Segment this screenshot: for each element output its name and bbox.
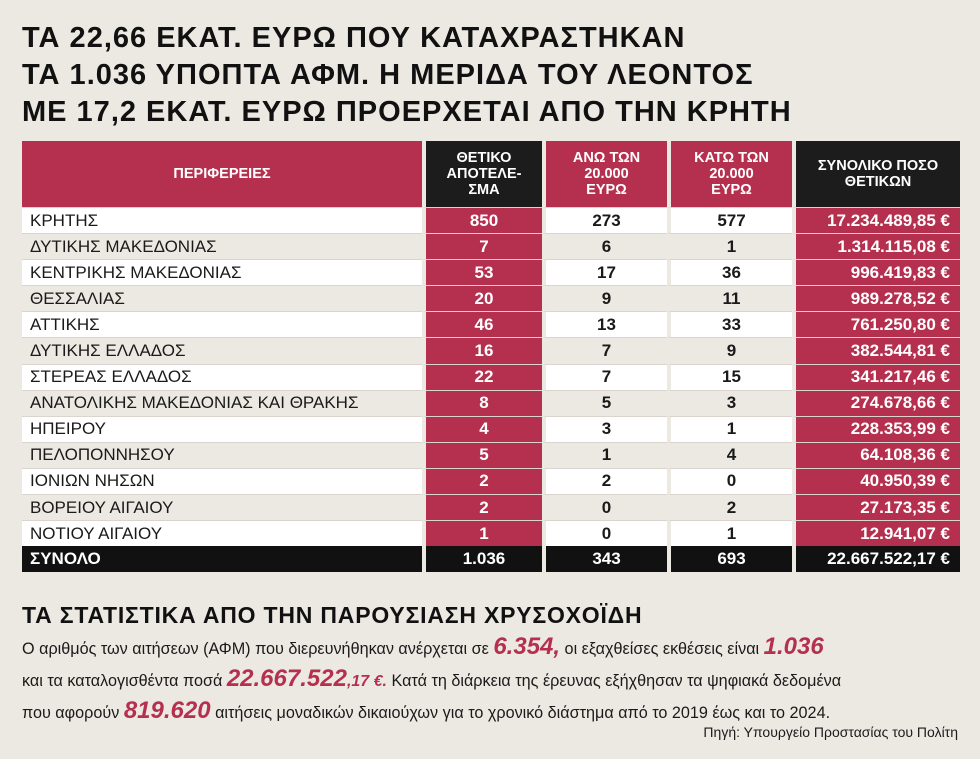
below-cell: 1	[667, 520, 792, 546]
positive-cell: 7	[422, 233, 542, 259]
table-row	[22, 285, 960, 311]
source-note: Πηγή: Υπουργείο Προστασίας του Πολίτη	[703, 724, 958, 740]
stats-text: Κατά τη διάρκεια της έρευνας εξήχθησαν τα ψηφιακά δεδομένα	[386, 672, 842, 690]
table-row	[22, 468, 960, 494]
headline-line-1: ΤΑ 22,66 ΕΚΑΤ. ΕΥΡΩ ΠΟΥ ΚΑΤΑΧΡΑΣΤΗΚΑΝ	[22, 22, 686, 54]
positive-cell: 22	[422, 364, 542, 390]
amount-cell: 996.419,83 €	[792, 259, 960, 285]
region-cell: ΙΟΝΙΩΝ ΝΗΣΩΝ	[22, 468, 422, 494]
region-cell: ΚΕΝΤΡΙΚΗΣ ΜΑΚΕΔΟΝΙΑΣ	[22, 259, 422, 285]
stats-value: 819.620	[123, 697, 211, 724]
amount-cell: 274.678,66 €	[792, 390, 960, 416]
above-cell: 3	[542, 416, 667, 442]
amount-cell: 1.314.115,08 €	[792, 233, 960, 259]
above-cell: 2	[542, 468, 667, 494]
stats-text: οι εξαχθείσες εκθέσεις είναι	[560, 640, 764, 658]
header-above: ΑΝΩ ΤΩΝ 20.000 ΕΥΡΩ	[542, 141, 667, 207]
table-row	[22, 390, 960, 416]
below-cell: 11	[667, 285, 792, 311]
above-cell: 7	[542, 364, 667, 390]
table-row	[22, 233, 960, 259]
above-cell: 7	[542, 337, 667, 363]
amount-cell: 382.544,81 €	[792, 337, 960, 363]
positive-cell: 53	[422, 259, 542, 285]
amount-cell: 341.217,46 €	[792, 364, 960, 390]
below-cell: 577	[667, 207, 792, 233]
amount-cell: 228.353,99 €	[792, 416, 960, 442]
region-cell: ΚΡΗΤΗΣ	[22, 207, 422, 233]
above-cell: 13	[542, 311, 667, 337]
amount-cell: 17.234.489,85 €	[792, 207, 960, 233]
below-cell: 15	[667, 364, 792, 390]
below-cell: 3	[667, 390, 792, 416]
positive-cell: 850	[422, 207, 542, 233]
table-row	[22, 364, 960, 390]
region-cell: ΘΕΣΣΑΛΙΑΣ	[22, 285, 422, 311]
positive-cell: 8	[422, 390, 542, 416]
region-cell: ΑΤΤΙΚΗΣ	[22, 311, 422, 337]
region-cell: ΝΟΤΙΟΥ ΑΙΓΑΙΟΥ	[22, 520, 422, 546]
stats-line-2	[22, 664, 962, 696]
positive-cell: 4	[422, 416, 542, 442]
table-row	[22, 311, 960, 337]
above-cell: 0	[542, 494, 667, 520]
table-row	[22, 442, 960, 468]
region-cell: ΔΥΤΙΚΗΣ ΜΑΚΕΔΟΝΙΑΣ	[22, 233, 422, 259]
stats-value	[227, 665, 387, 692]
below-cell: 0	[667, 468, 792, 494]
below-cell: 33	[667, 311, 792, 337]
below-cell: 1	[667, 416, 792, 442]
headline-line-3: ΜΕ 17,2 ΕΚΑΤ. ΕΥΡΩ ΠΡΟΕΡΧΕΤΑΙ ΑΠΟ ΤΗΝ ΚΡΗΤΗ	[22, 96, 792, 128]
above-cell: 9	[542, 285, 667, 311]
amount-cell: 27.173,35 €	[792, 494, 960, 520]
amount-cell: 40.950,39 €	[792, 468, 960, 494]
below-cell: 9	[667, 337, 792, 363]
region-cell: ΣΤΕΡΕΑΣ ΕΛΛΑΔΟΣ	[22, 364, 422, 390]
table-row	[22, 494, 960, 520]
table-row	[22, 520, 960, 546]
above-cell: 6	[542, 233, 667, 259]
positive-cell: 5	[422, 442, 542, 468]
region-cell: ΠΕΛΟΠΟΝΝΗΣΟΥ	[22, 442, 422, 468]
below-cell: 4	[667, 442, 792, 468]
amount-cell: 12.941,07 €	[792, 520, 960, 546]
total-cell: 343	[542, 546, 667, 572]
stats-value: 1.036	[763, 633, 824, 660]
positive-cell: 20	[422, 285, 542, 311]
region-cell: ΑΝΑΤΟΛΙΚΗΣ ΜΑΚΕΔΟΝΙΑΣ ΚΑΙ ΘΡΑΚΗΣ	[22, 390, 422, 416]
stats-text: αιτήσεις μοναδικών δικαιούχων για το χρονικό διάστημα από το 2019 έως και το 2024.	[210, 704, 831, 722]
table-body	[22, 207, 960, 572]
above-cell: 273	[542, 207, 667, 233]
total-cell: 1.036	[422, 546, 542, 572]
above-cell: 0	[542, 520, 667, 546]
stats-subtitle: ΤΑ ΣΤΑΤΙΣΤΙΚΑ ΑΠΟ ΤΗΝ ΠΑΡΟΥΣΙΑΣΗ ΧΡΥΣΟΧΟΪΔΗ	[22, 602, 643, 628]
table-row	[22, 337, 960, 363]
header-total-amount: ΣΥΝΟΛΙΚΟ ΠΟΣΟ ΘΕΤΙΚΩΝ	[792, 141, 960, 207]
positive-cell: 2	[422, 494, 542, 520]
total-cell: 22.667.522,17 €	[792, 546, 960, 572]
amount-cell: 989.278,52 €	[792, 285, 960, 311]
header-positive: ΘΕΤΙΚΟ ΑΠΟΤΕΛΕ- ΣΜΑ	[422, 141, 542, 207]
table-row	[22, 259, 960, 285]
total-cell: 693	[667, 546, 792, 572]
region-cell: ΗΠΕΙΡΟΥ	[22, 416, 422, 442]
header-below: ΚΑΤΩ ΤΩΝ 20.000 ΕΥΡΩ	[667, 141, 792, 207]
region-cell: ΔΥΤΙΚΗΣ ΕΛΛΑΔΟΣ	[22, 337, 422, 363]
positive-cell: 1	[422, 520, 542, 546]
amount-cell: 761.250,80 €	[792, 311, 960, 337]
headline	[22, 20, 962, 131]
regions-table	[22, 141, 960, 572]
below-cell: 36	[667, 259, 792, 285]
above-cell: 5	[542, 390, 667, 416]
stats-value-main: 22.667.522	[226, 665, 347, 692]
positive-cell: 46	[422, 311, 542, 337]
stats-value: 6.354,	[493, 633, 561, 660]
below-cell: 1	[667, 233, 792, 259]
table-row	[22, 416, 960, 442]
stats-line-1	[22, 632, 962, 664]
region-cell: ΒΟΡΕΙΟΥ ΑΙΓΑΙΟΥ	[22, 494, 422, 520]
stats-value-decimals: ,17 €.	[346, 673, 387, 690]
positive-cell: 2	[422, 468, 542, 494]
positive-cell: 16	[422, 337, 542, 363]
stats-paragraph	[22, 632, 962, 728]
header-regions: ΠΕΡΙΦΕΡΕΙΕΣ	[22, 141, 422, 207]
table-header-row	[22, 141, 960, 207]
stats-text: και τα καταλογισθέντα ποσά	[22, 672, 227, 690]
amount-cell: 64.108,36 €	[792, 442, 960, 468]
table-total-row	[22, 546, 960, 572]
headline-line-2: ΤΑ 1.036 ΥΠΟΠΤΑ ΑΦΜ. Η ΜΕΡΙΔΑ ΤΟΥ ΛΕΟΝΤΟΣ	[22, 59, 754, 91]
above-cell: 1	[542, 442, 667, 468]
below-cell: 2	[667, 494, 792, 520]
table-row	[22, 207, 960, 233]
total-cell: ΣΥΝΟΛΟ	[22, 546, 422, 572]
stats-text: Ο αριθμός των αιτήσεων (ΑΦΜ) που διερευνήθηκαν ανέρχεται σε	[22, 640, 494, 658]
stats-text: που αφορούν	[22, 704, 124, 722]
above-cell: 17	[542, 259, 667, 285]
